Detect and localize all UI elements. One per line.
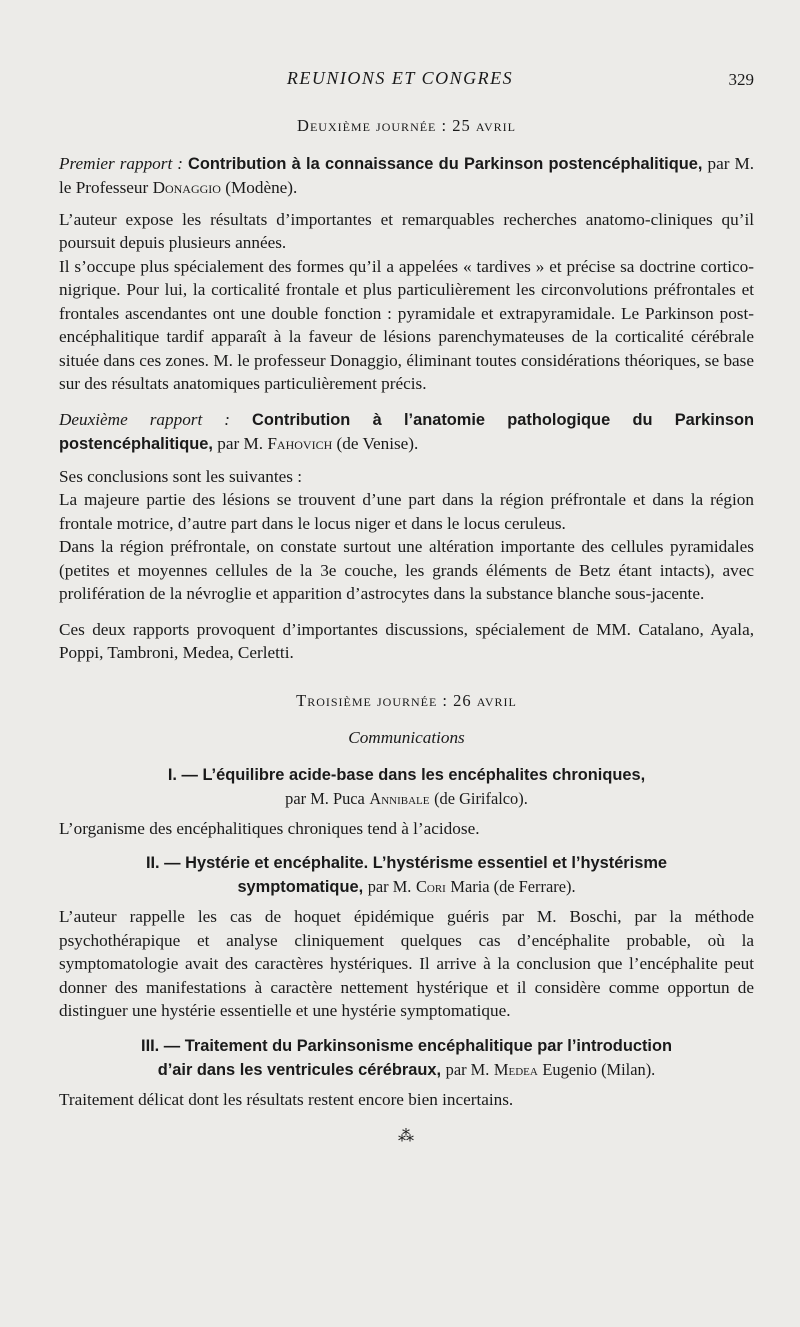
paragraph: Traitement délicat dont les résultats restent encore bien incertains. <box>59 1089 514 1109</box>
page-number: 329 <box>728 70 754 89</box>
communication3-title: III. — Traitement du Parkinsonisme encéphalitique par l’introduction <box>141 1036 672 1055</box>
communication3-author: Medea <box>493 1059 538 1079</box>
paragraph: Dans la région préfrontale, on constate surtout une altération importante des cellules pyramidales (petites et moyennes cellules de la 3e couche, les grands éléments de Betz étant intacts), avec prolifération de la névroglie et apparition d’astrocytes dans la substance blanche sous-jacente. <box>59 537 754 603</box>
communication2-title: II. — Hystérie et encéphalite. L’hystérisme essentiel et l’hystérisme <box>145 854 668 872</box>
paragraph: Ses conclusions sont les suivantes : <box>59 466 303 486</box>
paragraph: L’auteur expose les résultats d’importantes et remarquables recherches anatomo-cliniques qu’il poursuit depuis plusieurs années. <box>59 209 754 252</box>
day2-heading: Deuxième journée : 25 avril <box>297 116 516 135</box>
report2-heading <box>59 408 754 457</box>
page-body <box>59 114 754 1149</box>
page-header <box>0 68 800 94</box>
communication2-title2: symptomatique, <box>237 878 364 896</box>
communication2-author: Cori <box>415 877 446 896</box>
running-head: REUNIONS ET CONGRES <box>286 68 514 88</box>
paragraph: L’organisme des encéphalitiques chroniques tend à l’acidose. <box>59 818 480 838</box>
paragraph: L’auteur rappelle les cas de hoquet épidémique guéris par M. Boschi, par la méthode psychothérapique et analyse cliniquement quelques cas d’encéphalite probable, où la symptomatologie avait des caractères hystériques. Il arrive à la conclusion que l’encéphalite peut donner des manifestations à caractère nettement hystérique et il considère comme opportun de distinguer une hystérie essentielle et une hystérie symptomatique. <box>59 907 754 1020</box>
communication3-place: Eugenio (Milan). <box>542 1059 656 1079</box>
communication1-place: (de Girifalco). <box>434 788 528 808</box>
asterism-ornament: ⁂ <box>398 1128 415 1145</box>
communication2-by: par M. <box>367 877 412 896</box>
communication2-place: Maria (de Ferrare). <box>450 877 576 896</box>
report2-place: (de Venise). <box>336 434 419 453</box>
paragraph: Ces deux rapports provoquent d’importantes discussions, spécialement de MM. Catalano, Ayala, Poppi, Tambroni, Medea, Cerletti. <box>59 619 754 662</box>
report2-by: par M. <box>217 434 264 453</box>
communication1-author: Annibale <box>369 788 430 808</box>
communication2-heading <box>59 852 754 899</box>
communications-heading: Communications <box>348 728 465 747</box>
report2-title: Contribution à l’anatomie pathologique du Parkinson postencéphalitique, <box>59 410 754 453</box>
communication1-by: par M. Puca <box>285 788 365 808</box>
report1-place: (Modène). <box>225 178 298 197</box>
report2-author: Fahovich <box>267 434 333 453</box>
report1-author: Donaggio <box>152 178 221 197</box>
report1-by: par M. le Professeur <box>59 153 755 197</box>
paragraph: Il s’occupe plus spécialement des formes qu’il a appelées « tardives » et précise sa doctrine cortico-nigrique. Pour lui, la corticalité frontale et plus particulièrement les circonvolutions préfrontales et frontales ascendantes ont une double fonction : pyramidale et extrapyramidale. Le Parkinson post-encéphalitique tardif apparaît à la faveur de lésions parenchymateuses de la corticalité cérébrale située dans ces zones. M. le professeur Donaggio, éliminant toutes considérations théoriques, se base sur des résultats anatomiques particulièrement précis. <box>59 256 754 393</box>
communication1-title: I. — L’équilibre acide-base dans les encéphalites chroniques, <box>167 765 646 784</box>
communication3-title2: d’air dans les ventricules cérébraux, <box>157 1060 442 1079</box>
day3-heading: Troisième journée : 26 avril <box>296 690 517 710</box>
communication3-by: par M. <box>445 1059 490 1079</box>
report1-heading <box>59 152 754 200</box>
paragraph: La majeure partie des lésions se trouvent d’une part dans la région préfrontale et dans la région frontale motrice, d’autre part dans le locus niger et dans le locus ceruleus. <box>59 490 754 533</box>
report1-label: Premier rapport : <box>59 153 183 173</box>
report1-title: Contribution à la connaissance du Parkinson postencéphalitique, <box>188 154 703 173</box>
report2-label: Deuxième rapport : <box>59 409 230 429</box>
communication1-heading <box>59 764 754 811</box>
communication3-heading <box>59 1035 754 1082</box>
